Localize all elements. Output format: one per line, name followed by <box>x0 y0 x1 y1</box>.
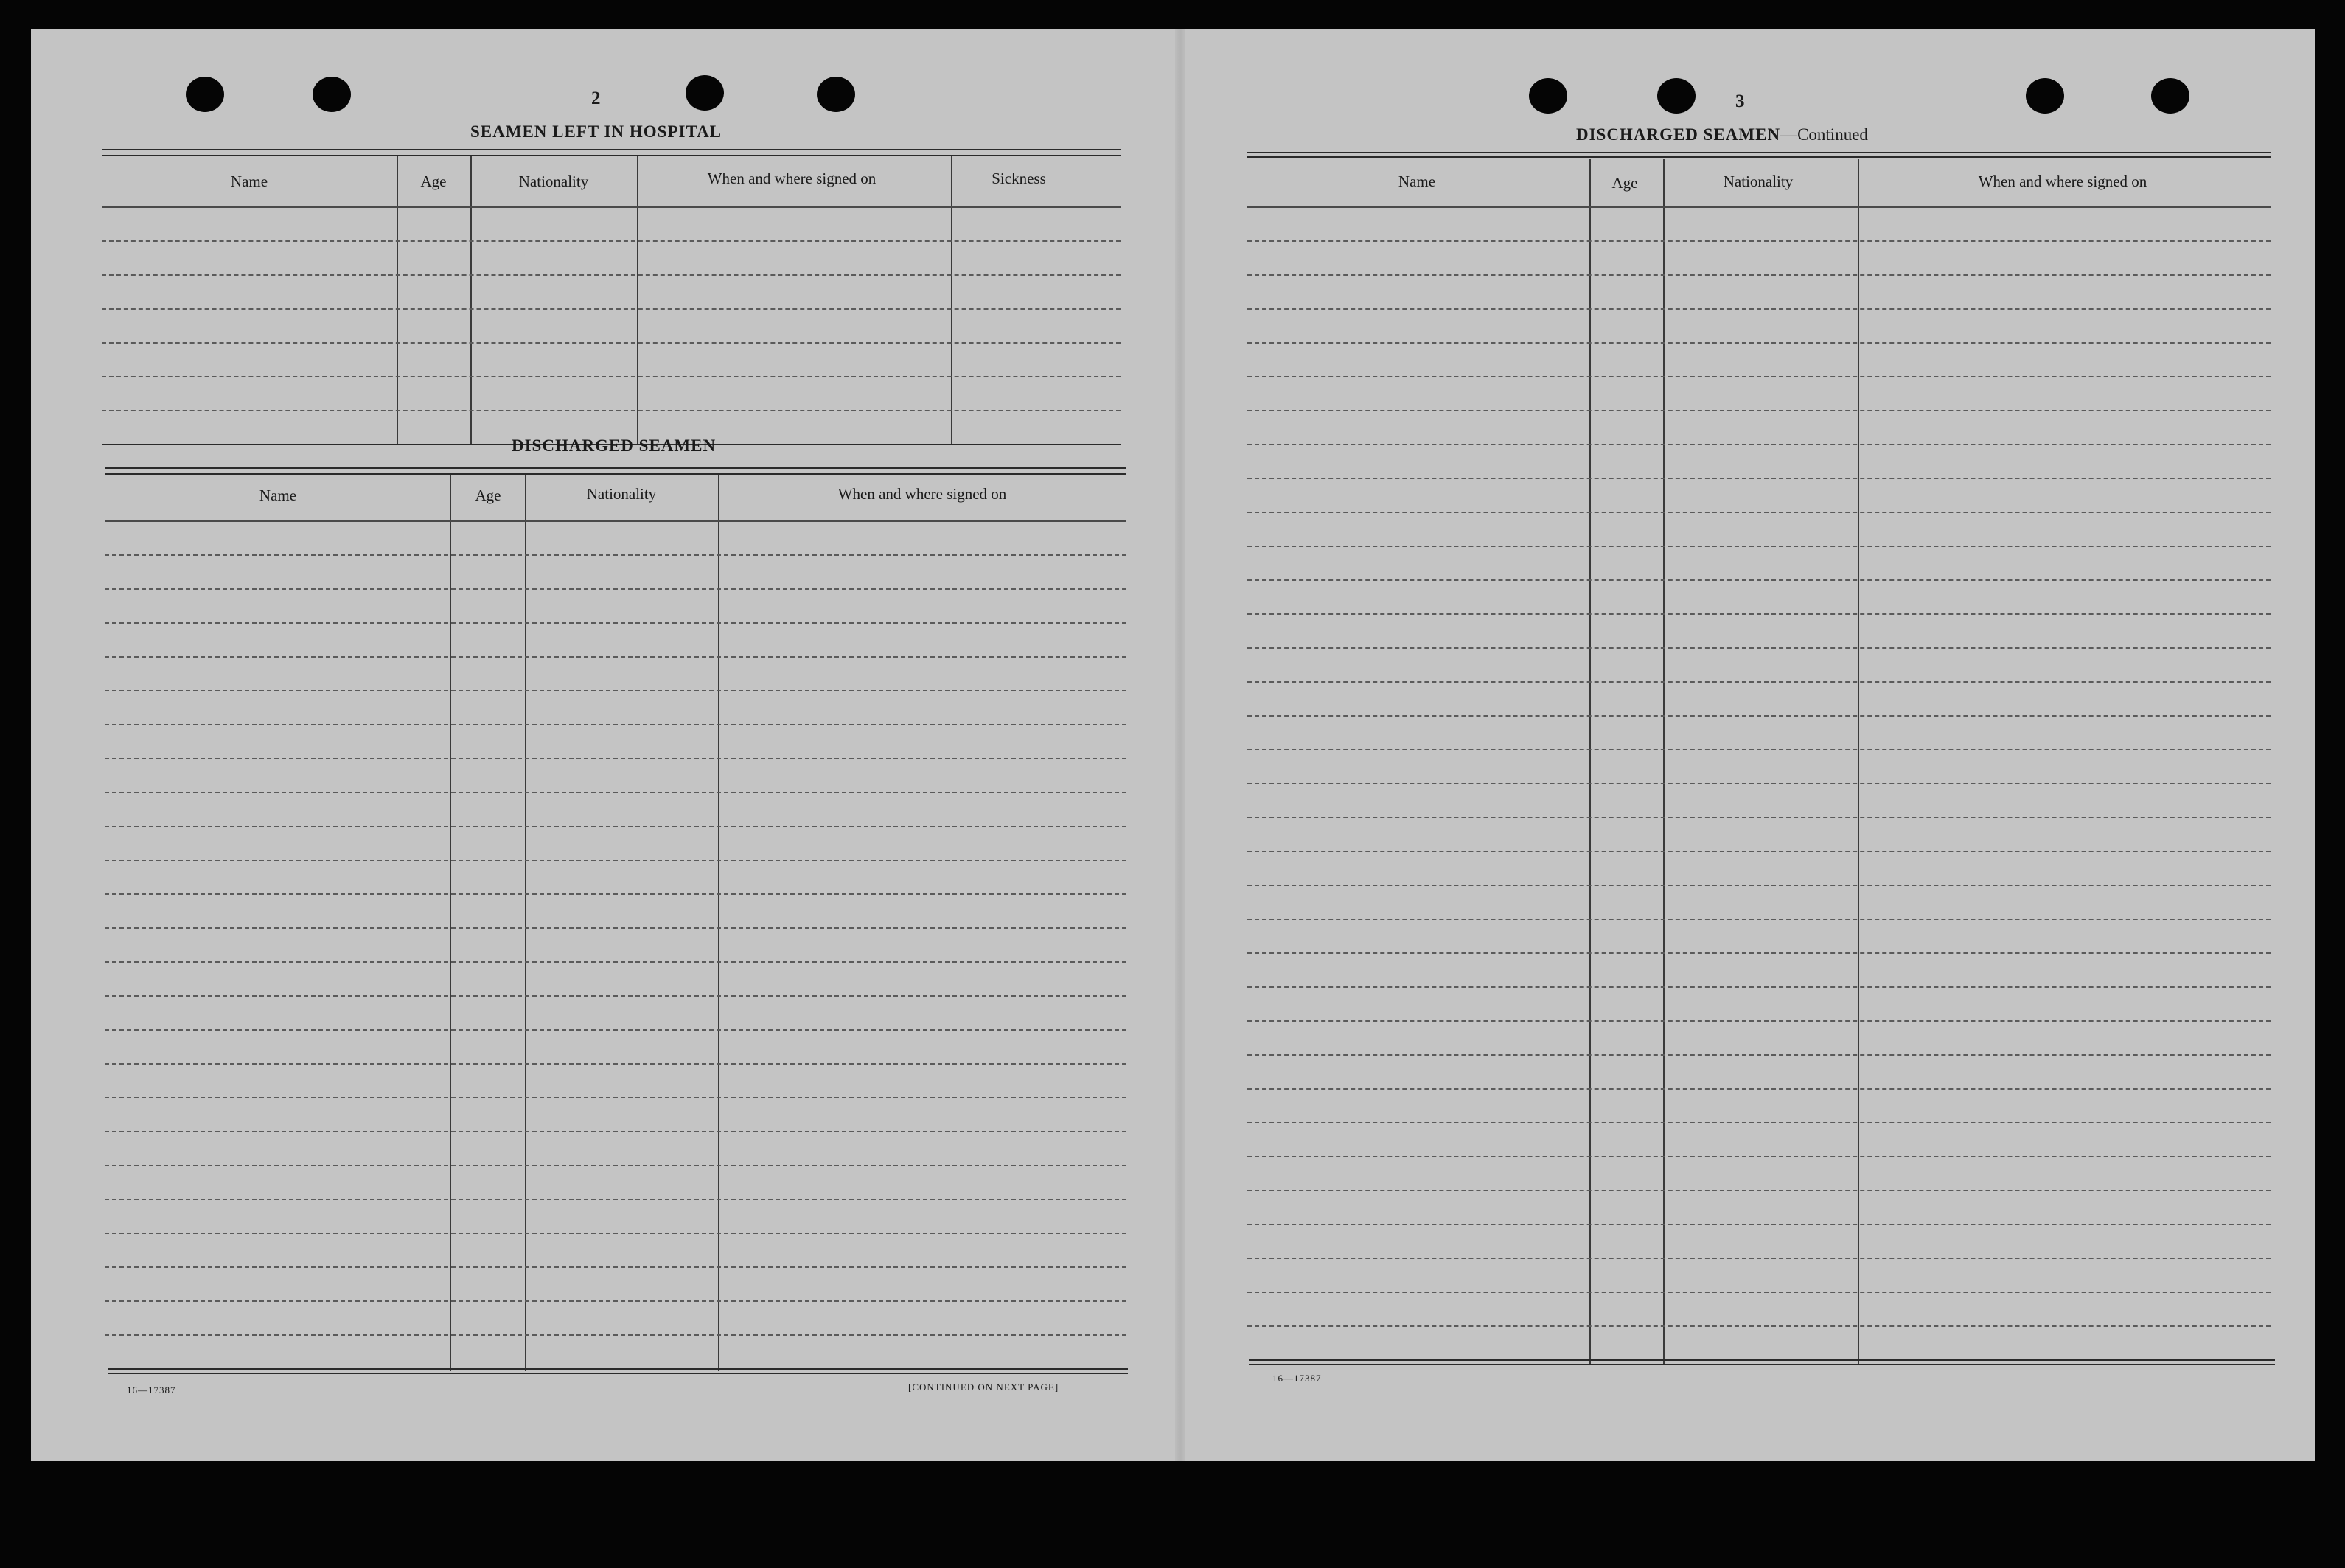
entry-row-line <box>1247 444 2271 445</box>
punch-hole <box>186 77 224 112</box>
entry-row-line <box>105 961 1126 963</box>
section-title-discharged-continued: DISCHARGED SEAMEN—Continued <box>1576 125 1868 144</box>
entry-row-line <box>1247 919 2271 920</box>
punch-hole <box>2151 78 2189 114</box>
rule <box>1247 152 2271 153</box>
column-divider <box>1589 159 1591 1364</box>
entry-row-line <box>105 554 1126 556</box>
entry-row-line <box>1247 952 2271 954</box>
entry-row-line <box>1247 410 2271 411</box>
entry-row-line <box>1247 986 2271 988</box>
entry-row-line <box>105 893 1126 895</box>
column-header-nationality: Nationality <box>518 173 589 190</box>
entry-row-line <box>102 410 1121 411</box>
entry-row-line <box>1247 783 2271 784</box>
rule <box>1247 156 2271 158</box>
column-header-nationality: Nationality <box>1723 173 1794 190</box>
entry-row-line <box>105 758 1126 759</box>
entry-row-line <box>1247 274 2271 276</box>
rule <box>102 155 1121 156</box>
entry-row-line <box>1247 749 2271 750</box>
entry-row-line <box>105 1063 1126 1065</box>
column-divider <box>637 156 638 444</box>
entry-row-line <box>1247 1292 2271 1293</box>
column-header-signed-on: When and where signed on <box>1978 173 2147 190</box>
column-header-age: Age <box>420 173 447 190</box>
column-divider <box>1858 159 1859 1364</box>
entry-row-line <box>1247 1325 2271 1327</box>
rule <box>105 473 1126 475</box>
continued-note: [CONTINUED ON NEXT PAGE] <box>908 1381 1059 1393</box>
entry-row-line <box>1247 1190 2271 1191</box>
punch-hole <box>2026 78 2064 114</box>
entry-row-line <box>105 927 1126 929</box>
entry-row-line <box>105 1266 1126 1268</box>
rule <box>105 467 1126 469</box>
entry-row-line <box>105 826 1126 827</box>
entry-row-line <box>105 1131 1126 1132</box>
entry-row-line <box>1247 478 2271 479</box>
column-header-name: Name <box>259 487 297 504</box>
entry-row-line <box>102 308 1121 310</box>
entry-row-line <box>1247 885 2271 886</box>
column-header-age: Age <box>1611 174 1638 192</box>
header-underline <box>1247 206 2271 208</box>
entry-row-line <box>105 995 1126 997</box>
entry-row-line <box>105 1233 1126 1234</box>
form-number: 16—17387 <box>127 1384 176 1395</box>
page-fold <box>1175 29 1185 1461</box>
entry-row-line <box>1247 715 2271 717</box>
rule <box>108 1373 1128 1374</box>
entry-row-line <box>1247 308 2271 310</box>
punch-hole <box>313 77 351 112</box>
rule <box>102 149 1121 150</box>
entry-row-line <box>105 1334 1126 1336</box>
entry-row-line <box>105 690 1126 691</box>
entry-row-line <box>1247 1156 2271 1157</box>
entry-row-line <box>102 274 1121 276</box>
entry-row-line <box>105 1199 1126 1200</box>
section-title-hospital: SEAMEN LEFT IN HOSPITAL <box>470 122 722 141</box>
entry-row-line <box>105 1165 1126 1166</box>
form-number: 16—17387 <box>1272 1373 1322 1384</box>
entry-row-line <box>105 1097 1126 1098</box>
entry-row-line <box>105 724 1126 725</box>
entry-row-line <box>1247 512 2271 513</box>
entry-row-line <box>1247 1054 2271 1056</box>
header-underline <box>105 520 1126 522</box>
column-divider <box>397 156 398 444</box>
column-divider <box>470 156 472 444</box>
entry-row-line <box>1247 1020 2271 1022</box>
column-divider <box>525 475 526 1371</box>
entry-row-line <box>1247 1224 2271 1225</box>
column-divider <box>1663 159 1665 1364</box>
entry-row-line <box>105 656 1126 658</box>
ledger-sheet <box>31 29 2315 1461</box>
entry-row-line <box>1247 240 2271 242</box>
punch-hole <box>1529 78 1567 114</box>
entry-row-line <box>1247 1122 2271 1123</box>
column-divider <box>450 475 451 1371</box>
column-header-signed-on: When and where signed on <box>707 170 877 187</box>
entry-row-line <box>1247 681 2271 683</box>
column-header-name: Name <box>1398 173 1436 190</box>
entry-row-line <box>105 622 1126 624</box>
entry-row-line <box>1247 851 2271 852</box>
column-header-age: Age <box>475 487 501 504</box>
rule <box>1249 1359 2275 1361</box>
entry-row-line <box>102 376 1121 377</box>
header-underline <box>102 206 1121 208</box>
entry-row-line <box>105 792 1126 793</box>
entry-row-line <box>1247 1258 2271 1259</box>
punch-hole <box>817 77 855 112</box>
entry-row-line <box>102 342 1121 344</box>
page-number: 3 <box>1735 91 1745 111</box>
entry-row-line <box>1247 613 2271 615</box>
entry-row-line <box>1247 647 2271 649</box>
entry-row-line <box>105 860 1126 861</box>
column-divider <box>718 475 719 1371</box>
rule <box>1249 1364 2275 1365</box>
column-header-nationality: Nationality <box>586 485 657 503</box>
entry-row-line <box>1247 817 2271 818</box>
rule <box>108 1368 1128 1370</box>
entry-row-line <box>1247 342 2271 344</box>
column-divider <box>951 156 952 444</box>
entry-row-line <box>105 1029 1126 1031</box>
entry-row-line <box>1247 579 2271 581</box>
punch-hole <box>686 75 724 111</box>
entry-row-line <box>1247 376 2271 377</box>
column-header-sickness: Sickness <box>992 170 1046 187</box>
entry-row-line <box>1247 1088 2271 1090</box>
page-number: 2 <box>591 88 601 108</box>
entry-row-line <box>105 588 1126 590</box>
entry-row-line <box>102 240 1121 242</box>
column-header-signed-on: When and where signed on <box>837 485 1007 503</box>
entry-row-line <box>1247 546 2271 547</box>
punch-hole <box>1657 78 1696 114</box>
entry-row-line <box>105 1300 1126 1302</box>
section-title-discharged: DISCHARGED SEAMEN <box>512 436 717 455</box>
column-header-name: Name <box>230 173 268 190</box>
